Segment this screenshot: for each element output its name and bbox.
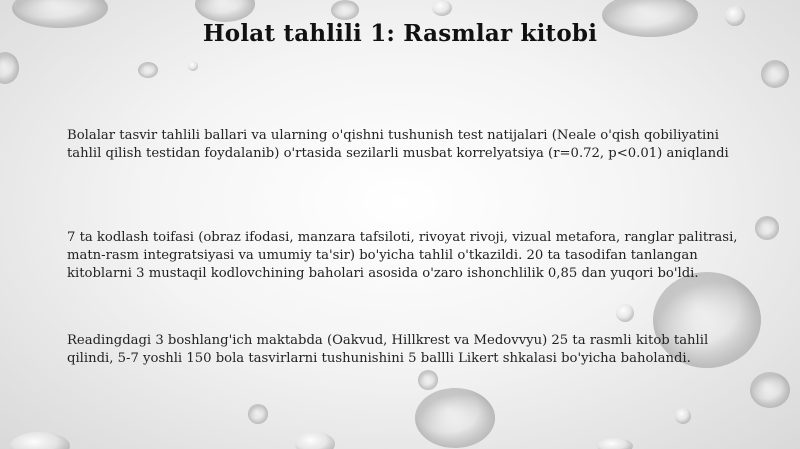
paragraph-coding-categories: 7 ta kodlash toifasi (obraz ifodasi, manzara tafsiloti, rivoyat rivoji, vizual metafora, ranglar palitrasi, matn-rasm integratsiyasi va umumiy ta'sir) bo'yicha tahlil o'tkazildi. 20 ta tasodifan tanlangan kitoblarni 3 mustaqil kodlovchining baholari asosida o'zaro ishonchlilik 0,85 dan yuqori bo'ldi. [67, 230, 738, 281]
paragraph-study-sample: Readingdagi 3 boshlang'ich maktabda (Oakvud, Hillkrest va Medovvyu) 25 ta rasmli kitob tahlil qilindi, 5-7 yoshli 150 bola tasvirlarni tushunishini 5 ballli Likert shkalasi bo'yicha baholandi. [67, 333, 709, 366]
paragraph-correlation: Bolalar tasvir tahlili ballari va ularning o'qishni tushunish test natijalari (Neale o'qish qobiliyatini tahlil qilish testidan foydalanib) o'rtasida sezilarli musbat korrelyatsiya (r=0.72, p<0.01) aniqlandi [67, 128, 729, 161]
slide-title: Holat tahlili 1: Rasmlar kitobi [202, 20, 598, 47]
